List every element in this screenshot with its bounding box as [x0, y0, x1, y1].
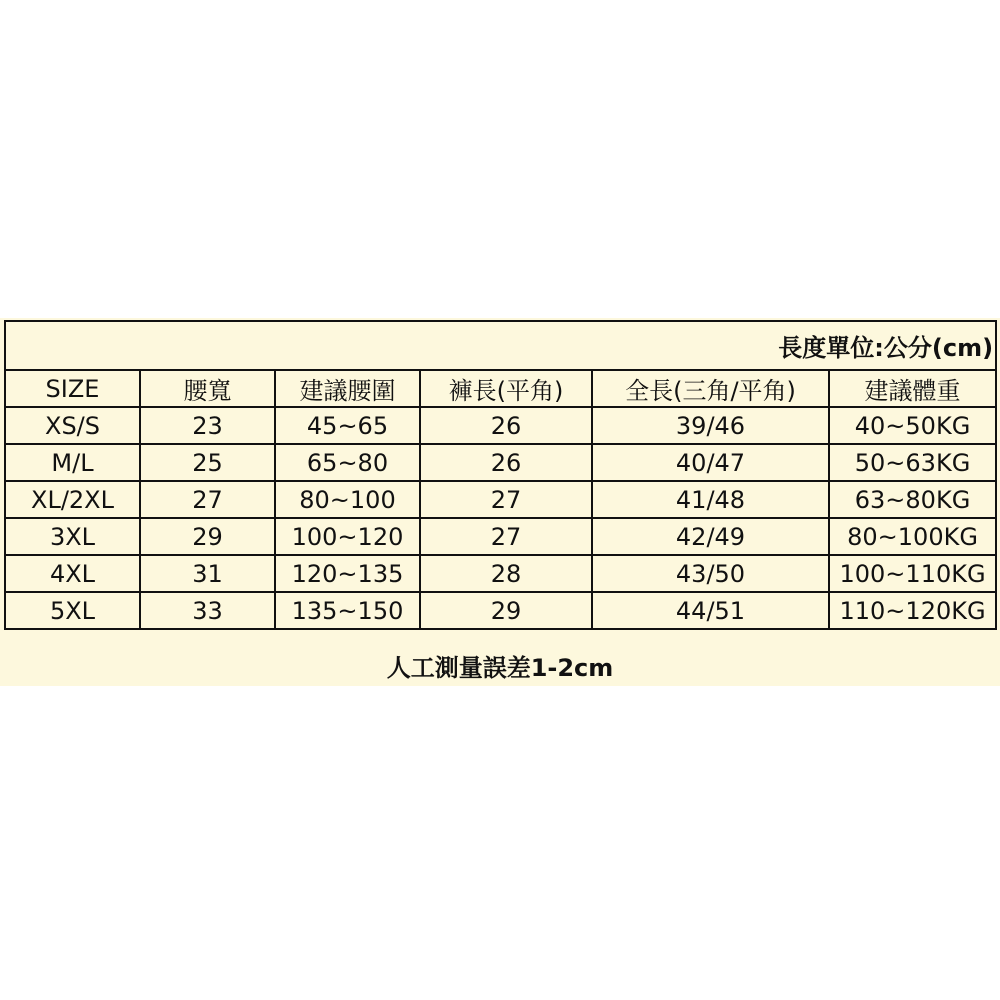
cell-total-length: 41/48 [592, 481, 829, 518]
cell-suggested-weight: 50~63KG [829, 444, 996, 481]
cell-size: 5XL [5, 592, 140, 629]
cell-waist-width: 33 [140, 592, 275, 629]
cell-total-length: 43/50 [592, 555, 829, 592]
cell-pants-length: 29 [420, 592, 592, 629]
cell-suggested-waist: 135~150 [275, 592, 420, 629]
cell-waist-width: 29 [140, 518, 275, 555]
unit-row [5, 321, 996, 370]
header-suggested-waist: 建議腰圍 [275, 370, 420, 407]
table-row [5, 407, 996, 444]
cell-suggested-weight: 110~120KG [829, 592, 996, 629]
cell-suggested-weight: 63~80KG [829, 481, 996, 518]
cell-suggested-weight: 100~110KG [829, 555, 996, 592]
table-row [5, 518, 996, 555]
header-suggested-weight: 建議體重 [829, 370, 996, 407]
header-pants-length: 褲長(平角) [420, 370, 592, 407]
cell-size: XS/S [5, 407, 140, 444]
cell-suggested-waist: 80~100 [275, 481, 420, 518]
cell-size: M/L [5, 444, 140, 481]
header-size: SIZE [5, 370, 140, 407]
cell-size: 3XL [5, 518, 140, 555]
cell-pants-length: 27 [420, 481, 592, 518]
cell-pants-length: 26 [420, 407, 592, 444]
table-row [5, 555, 996, 592]
header-waist-width: 腰寬 [140, 370, 275, 407]
cell-total-length: 42/49 [592, 518, 829, 555]
table-row [5, 592, 996, 629]
size-chart-table [4, 320, 997, 630]
cell-pants-length: 27 [420, 518, 592, 555]
table-row [5, 444, 996, 481]
header-row [5, 370, 996, 407]
cell-size: XL/2XL [5, 481, 140, 518]
cell-waist-width: 23 [140, 407, 275, 444]
cell-suggested-waist: 120~135 [275, 555, 420, 592]
cell-size: 4XL [5, 555, 140, 592]
measurement-error-note: 人工測量誤差1-2cm [386, 654, 614, 682]
cell-pants-length: 28 [420, 555, 592, 592]
table-row [5, 481, 996, 518]
cell-total-length: 39/46 [592, 407, 829, 444]
cell-suggested-waist: 65~80 [275, 444, 420, 481]
cell-waist-width: 31 [140, 555, 275, 592]
header-total-length: 全長(三角/平角) [592, 370, 829, 407]
cell-total-length: 40/47 [592, 444, 829, 481]
cell-waist-width: 27 [140, 481, 275, 518]
cell-suggested-waist: 45~65 [275, 407, 420, 444]
cell-pants-length: 26 [420, 444, 592, 481]
cell-waist-width: 25 [140, 444, 275, 481]
cell-suggested-waist: 100~120 [275, 518, 420, 555]
cell-total-length: 44/51 [592, 592, 829, 629]
cell-suggested-weight: 40~50KG [829, 407, 996, 444]
unit-label: 長度單位:公分(cm) [5, 321, 996, 370]
cell-suggested-weight: 80~100KG [829, 518, 996, 555]
